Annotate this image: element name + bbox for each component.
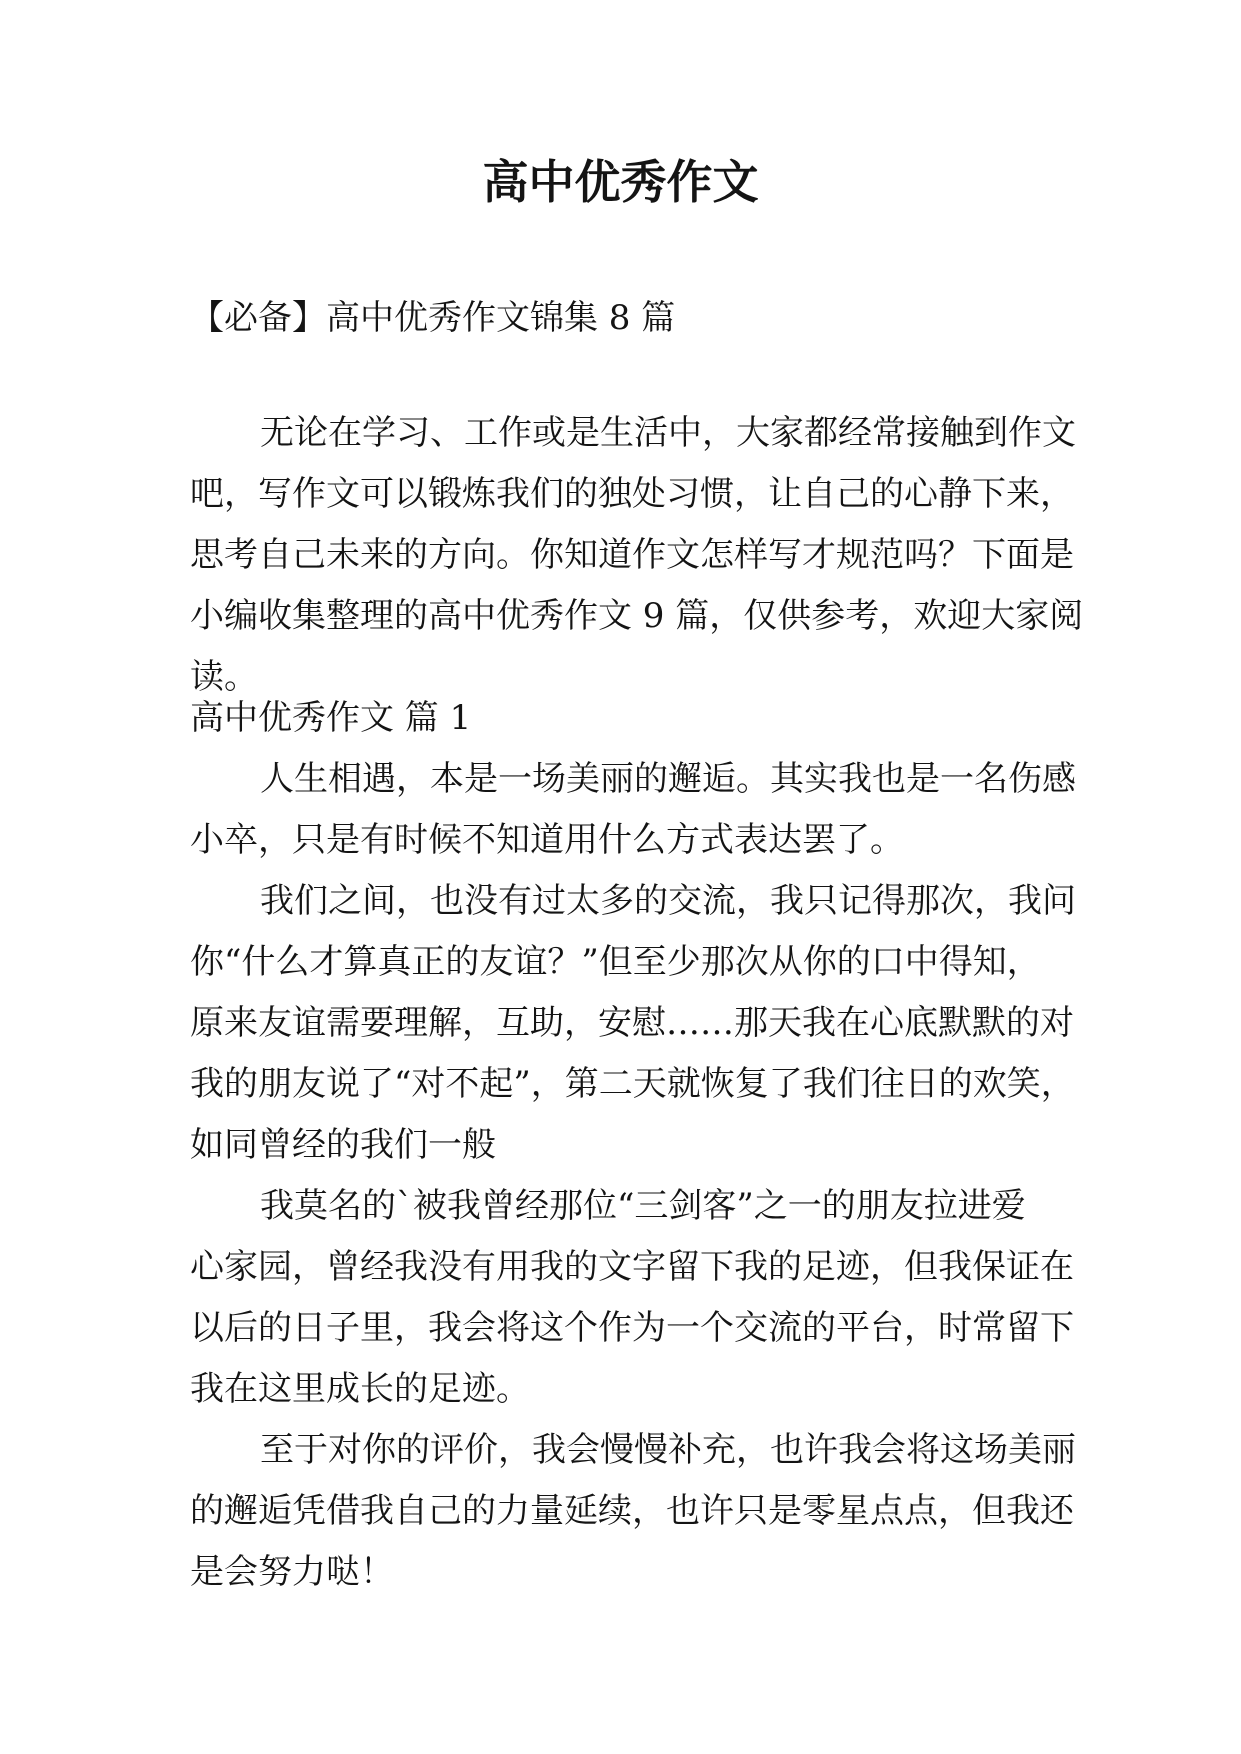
intro-line: 思考自己未来的方向。你知道作文怎样写才规范吗？下面是: [190, 535, 1074, 575]
essay-line: 至于对你的评价，我会慢慢补充，也许我会将这场美丽: [260, 1430, 1076, 1470]
intro-line: 无论在学习、工作或是生活中，大家都经常接触到作文: [260, 413, 1076, 453]
essay-line: 原来友谊需要理解，互助，安慰……那天我在心底默默的对: [190, 1003, 1074, 1043]
essay-line: 人生相遇，本是一场美丽的邂逅。其实我也是一名伤感: [260, 759, 1076, 799]
intro-line: 吧，写作文可以锻炼我们的独处习惯，让自己的心静下来，: [190, 474, 1074, 514]
essay-body: [190, 749, 1076, 1603]
essay-line: 我在这里成长的足迹。: [190, 1369, 530, 1409]
essay-line: 我的朋友说了“对不起”，第二天就恢复了我们往日的欢笑，: [190, 1064, 1075, 1104]
essay-line: 你“什么才算真正的友谊？”但至少那次从你的口中得知，: [190, 942, 1041, 982]
intro-line: 小编收集整理的高中优秀作文 9 篇，仅供参考，欢迎大家阅: [190, 596, 1084, 636]
essay-line: 的邂逅凭借我自己的力量延续，也许只是零星点点，但我还: [190, 1491, 1074, 1531]
document-title: 高中优秀作文: [482, 155, 759, 209]
essay-line: 心家园，曾经我没有用我的文字留下我的足迹，但我保证在: [190, 1247, 1074, 1287]
essay-line: 以后的日子里，我会将这个作为一个交流的平台，时常留下: [190, 1308, 1074, 1348]
intro-line: 读。: [190, 657, 258, 697]
section-heading: 高中优秀作文 篇 1: [190, 698, 472, 738]
document-subtitle: 【必备】高中优秀作文锦集 8 篇: [190, 298, 676, 338]
essay-line: 是会努力哒！: [190, 1552, 394, 1592]
essay-line: 如同曾经的我们一般: [190, 1125, 496, 1165]
intro-paragraph: [190, 403, 1084, 708]
essay-line: 我们之间，也没有过太多的交流，我只记得那次，我问: [260, 881, 1076, 921]
essay-line: 我莫名的`被我曾经那位“三剑客”之一的朋友拉进爱: [260, 1186, 1026, 1226]
essay-line: 小卒，只是有时候不知道用什么方式表达罢了。: [190, 820, 904, 860]
